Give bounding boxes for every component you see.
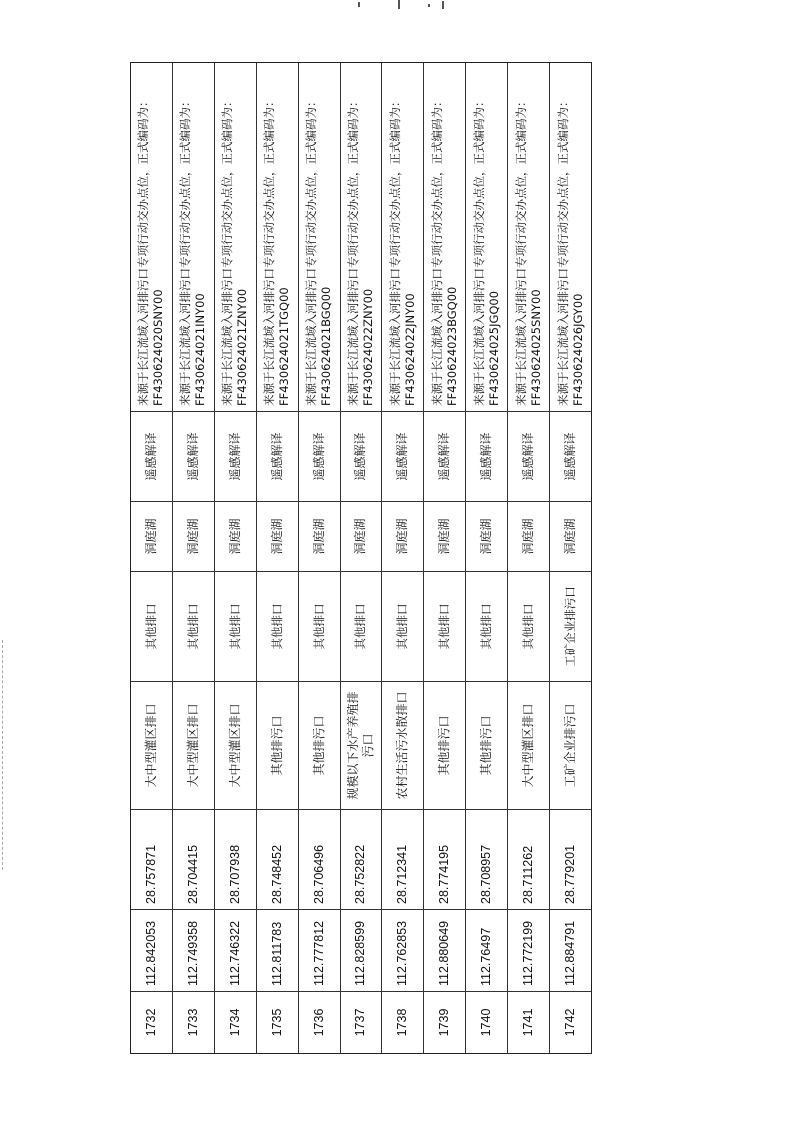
- water-body-cell: 洞庭湖: [215, 501, 256, 571]
- longitude-cell: 112.811783: [257, 909, 298, 991]
- table-row: [257, 63, 299, 1053]
- outfall-subtype-cell: 其他排污口: [257, 681, 298, 809]
- latitude-cell: 28.706496: [299, 809, 340, 909]
- water-body-cell: 洞庭湖: [257, 501, 298, 571]
- source-method-cell: 遥感解译: [299, 411, 340, 501]
- note-cell: 来源于长江流域入河排污口专项行动交办点位，正式编码为：FF430624021TGQ00: [262, 95, 292, 406]
- latitude-cell: 28.757871: [131, 809, 172, 909]
- outfall-category-cell: 其他排口: [299, 571, 340, 681]
- table-row: [466, 63, 508, 1053]
- water-body-cell: 洞庭湖: [466, 501, 507, 571]
- outfall-subtype-cell: 其他排污口: [424, 681, 465, 809]
- row-id: 1740: [466, 991, 507, 1053]
- longitude-cell: 112.842053: [131, 909, 172, 991]
- row-id: 1738: [382, 991, 423, 1053]
- water-body-cell: 洞庭湖: [550, 501, 591, 571]
- source-method-cell: 遥感解译: [508, 411, 549, 501]
- row-id: 1734: [215, 991, 256, 1053]
- source-method-cell: 遥感解译: [341, 411, 382, 501]
- note-cell: 来源于长江流域入河排污口专项行动交办点位，正式编码为：FF430624021INY00: [178, 95, 208, 406]
- outfall-subtype-cell: 农村生活污水散排口: [382, 681, 423, 809]
- outfall-category-cell: 其他排口: [215, 571, 256, 681]
- outfall-subtype-cell: 工矿企业排污口: [550, 681, 591, 809]
- latitude-cell: 28.748452: [257, 809, 298, 909]
- outfall-table-wrapper: [130, 62, 592, 1054]
- latitude-cell: 28.704415: [173, 809, 214, 909]
- note-cell: 来源于长江流域入河排污口专项行动交办点位，正式编码为：FF430624023BGQ00: [429, 95, 459, 406]
- note-cell: 来源于长江流域入河排污口专项行动交办点位，正式编码为：FF430624020SNY00: [136, 95, 166, 406]
- outfall-category-cell: 其他排口: [173, 571, 214, 681]
- row-id: 1742: [550, 991, 591, 1053]
- longitude-cell: 112.762853: [382, 909, 423, 991]
- scan-edge-line: [2, 640, 4, 870]
- note-cell: 来源于长江流域入河排污口专项行动交办点位，正式编码为：FF430624021BGQ00: [304, 95, 334, 406]
- latitude-cell: 28.708957: [466, 809, 507, 909]
- water-body-cell: 洞庭湖: [341, 501, 382, 571]
- row-id: 1741: [508, 991, 549, 1053]
- latitude-cell: 28.712341: [382, 809, 423, 909]
- table-row: [550, 63, 591, 1053]
- table-row: [131, 63, 173, 1053]
- note-cell: 来源于长江流域入河排污口专项行动交办点位，正式编码为：FF430624025JGQ00: [471, 95, 501, 406]
- longitude-cell: 112.772199: [508, 909, 549, 991]
- table-row: [424, 63, 466, 1053]
- latitude-cell: 28.711262: [508, 809, 549, 909]
- outfall-category-cell: 其他排口: [424, 571, 465, 681]
- outfall-category-cell: 工矿企业排污口: [550, 571, 591, 681]
- latitude-cell: 28.752822: [341, 809, 382, 909]
- longitude-cell: 112.777812: [299, 909, 340, 991]
- water-body-cell: 洞庭湖: [508, 501, 549, 571]
- table-row: [382, 63, 424, 1053]
- source-method-cell: 遥感解译: [382, 411, 423, 501]
- outfall-category-cell: 其他排口: [382, 571, 423, 681]
- outfall-subtype-cell: 大中型灌区排口: [508, 681, 549, 809]
- water-body-cell: 洞庭湖: [424, 501, 465, 571]
- water-body-cell: 洞庭湖: [299, 501, 340, 571]
- latitude-cell: 28.774195: [424, 809, 465, 909]
- outfall-category-cell: 其他排口: [341, 571, 382, 681]
- row-id: 1739: [424, 991, 465, 1053]
- source-method-cell: 遥感解译: [257, 411, 298, 501]
- longitude-cell: 112.749358: [173, 909, 214, 991]
- latitude-cell: 28.707938: [215, 809, 256, 909]
- note-cell: 来源于长江流域入河排污口专项行动交办点位，正式编码为：FF430624026JGY00: [555, 95, 585, 406]
- outfall-subtype-cell: 其他排污口: [299, 681, 340, 809]
- outfall-subtype-cell: 大中型灌区排口: [131, 681, 172, 809]
- source-method-cell: 遥感解译: [466, 411, 507, 501]
- row-id: 1736: [299, 991, 340, 1053]
- source-method-cell: 遥感解译: [215, 411, 256, 501]
- table-row: [508, 63, 550, 1053]
- latitude-cell: 28.779201: [550, 809, 591, 909]
- outfall-subtype-cell: 其他排污口: [466, 681, 507, 809]
- note-cell: 来源于长江流域入河排污口专项行动交办点位，正式编码为：FF430624021ZNY00: [220, 95, 250, 406]
- scan-artifacts: [350, 0, 470, 14]
- outfall-subtype-cell: 规模以下水产养殖排污口: [341, 681, 382, 809]
- outfall-category-cell: 其他排口: [508, 571, 549, 681]
- water-body-cell: 洞庭湖: [382, 501, 423, 571]
- row-id: 1732: [131, 991, 172, 1053]
- longitude-cell: 112.884791: [550, 909, 591, 991]
- table-row: [215, 63, 257, 1053]
- longitude-cell: 112.828599: [341, 909, 382, 991]
- longitude-cell: 112.76497: [466, 909, 507, 991]
- table-row: [341, 63, 383, 1053]
- source-method-cell: 遥感解译: [550, 411, 591, 501]
- note-cell: 来源于长江流域入河排污口专项行动交办点位，正式编码为：FF430624022JNY00: [387, 95, 417, 406]
- water-body-cell: 洞庭湖: [173, 501, 214, 571]
- note-cell: 来源于长江流域入河排污口专项行动交办点位，正式编码为：FF430624022ZNY00: [345, 95, 375, 406]
- row-id: 1737: [341, 991, 382, 1053]
- table-row: [173, 63, 215, 1053]
- outfall-subtype-cell: 大中型灌区排口: [173, 681, 214, 809]
- outfall-category-cell: 其他排口: [466, 571, 507, 681]
- water-body-cell: 洞庭湖: [131, 501, 172, 571]
- longitude-cell: 112.880649: [424, 909, 465, 991]
- outfall-subtype-cell: 大中型灌区排口: [215, 681, 256, 809]
- table-row: [299, 63, 341, 1053]
- source-method-cell: 遥感解译: [131, 411, 172, 501]
- outfall-category-cell: 其他排口: [131, 571, 172, 681]
- note-cell: 来源于长江流域入河排污口专项行动交办点位，正式编码为：FF430624025SNY00: [513, 95, 543, 406]
- source-method-cell: 遥感解译: [424, 411, 465, 501]
- outfall-table: [130, 62, 592, 1054]
- source-method-cell: 遥感解译: [173, 411, 214, 501]
- row-id: 1735: [257, 991, 298, 1053]
- longitude-cell: 112.746322: [215, 909, 256, 991]
- row-id: 1733: [173, 991, 214, 1053]
- outfall-category-cell: 其他排口: [257, 571, 298, 681]
